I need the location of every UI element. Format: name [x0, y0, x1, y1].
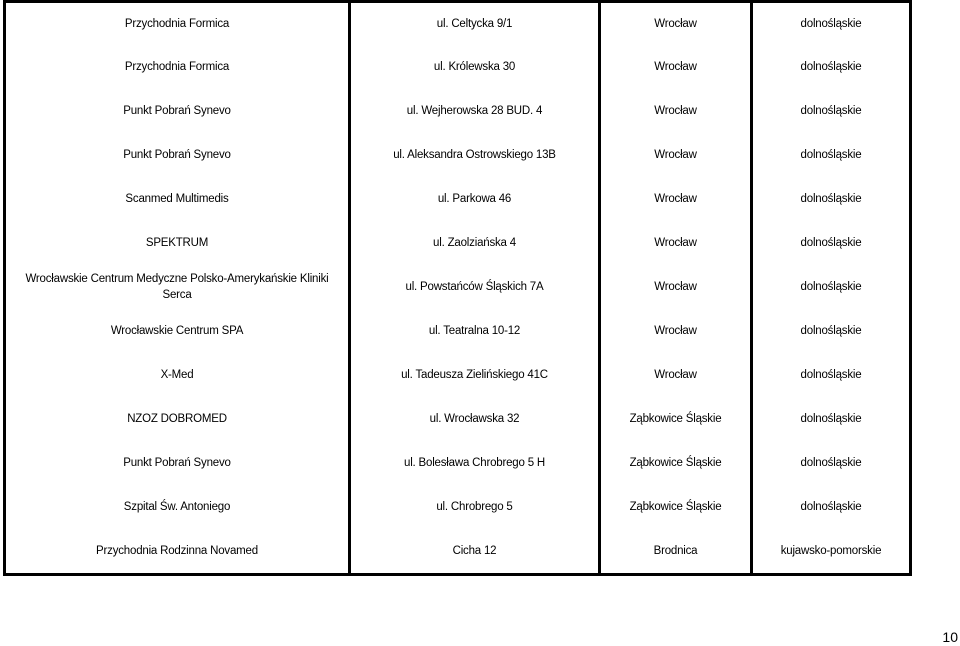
facility-name: Szpital Św. Antoniego — [5, 485, 350, 529]
facility-name: Przychodnia Formica — [5, 2, 350, 46]
facility-city: Wrocław — [600, 177, 752, 221]
facility-city: Ząbkowice Śląskie — [600, 441, 752, 485]
table-row — [5, 177, 911, 221]
facility-name: Przychodnia Rodzinna Novamed — [5, 529, 350, 575]
table-row — [5, 221, 911, 265]
table-row — [5, 89, 911, 133]
facility-address: ul. Aleksandra Ostrowskiego 13B — [350, 133, 600, 177]
facility-city: Wrocław — [600, 89, 752, 133]
facility-name: Przychodnia Formica — [5, 45, 350, 89]
table-row — [5, 133, 911, 177]
table-row — [5, 529, 911, 575]
facility-address: ul. Chrobrego 5 — [350, 485, 600, 529]
facility-address: ul. Tadeusza Zielińskiego 41C — [350, 353, 600, 397]
facility-province: dolnośląskie — [752, 221, 911, 265]
facility-city: Wrocław — [600, 309, 752, 353]
facility-province: dolnośląskie — [752, 309, 911, 353]
table-row — [5, 45, 911, 89]
facility-name: Wrocławskie Centrum Medyczne Polsko-Amerykańskie Kliniki Serca — [5, 265, 350, 309]
facility-address: ul. Celtycka 9/1 — [350, 2, 600, 46]
facilities-table — [3, 0, 912, 576]
facility-name: Punkt Pobrań Synevo — [5, 441, 350, 485]
table-row — [5, 309, 911, 353]
facility-city: Wrocław — [600, 2, 752, 46]
facility-address: ul. Królewska 30 — [350, 45, 600, 89]
table-row — [5, 265, 911, 309]
facility-province: kujawsko-pomorskie — [752, 529, 911, 575]
facility-name: Punkt Pobrań Synevo — [5, 89, 350, 133]
facility-address: ul. Wejherowska 28 BUD. 4 — [350, 89, 600, 133]
facility-address: Cicha 12 — [350, 529, 600, 575]
facility-address: ul. Wrocławska 32 — [350, 397, 600, 441]
facility-province: dolnośląskie — [752, 2, 911, 46]
facility-province: dolnośląskie — [752, 133, 911, 177]
facility-name: Wrocławskie Centrum SPA — [5, 309, 350, 353]
facility-city: Wrocław — [600, 133, 752, 177]
facility-city: Ząbkowice Śląskie — [600, 485, 752, 529]
facility-city: Wrocław — [600, 221, 752, 265]
table-row — [5, 397, 911, 441]
table-row — [5, 2, 911, 46]
facility-name: Punkt Pobrań Synevo — [5, 133, 350, 177]
table-row — [5, 353, 911, 397]
facility-city: Brodnica — [600, 529, 752, 575]
facility-address: ul. Zaolziańska 4 — [350, 221, 600, 265]
facility-city: Wrocław — [600, 45, 752, 89]
facility-name: SPEKTRUM — [5, 221, 350, 265]
facility-address: ul. Bolesława Chrobrego 5 H — [350, 441, 600, 485]
facility-province: dolnośląskie — [752, 265, 911, 309]
facility-province: dolnośląskie — [752, 89, 911, 133]
facility-name: X-Med — [5, 353, 350, 397]
facility-city: Wrocław — [600, 353, 752, 397]
facility-address: ul. Parkowa 46 — [350, 177, 600, 221]
table-row — [5, 441, 911, 485]
facility-province: dolnośląskie — [752, 353, 911, 397]
facility-province: dolnośląskie — [752, 177, 911, 221]
facility-address: ul. Powstańców Śląskich 7A — [350, 265, 600, 309]
facility-name: Scanmed Multimedis — [5, 177, 350, 221]
page-number: 10 — [942, 629, 958, 645]
facilities-table-container — [3, 0, 909, 576]
facility-province: dolnośląskie — [752, 397, 911, 441]
facility-address: ul. Teatralna 10-12 — [350, 309, 600, 353]
facility-city: Wrocław — [600, 265, 752, 309]
facility-province: dolnośląskie — [752, 441, 911, 485]
facility-name: NZOZ DOBROMED — [5, 397, 350, 441]
facility-province: dolnośląskie — [752, 45, 911, 89]
facility-province: dolnośląskie — [752, 485, 911, 529]
facility-city: Ząbkowice Śląskie — [600, 397, 752, 441]
facilities-table-body — [5, 2, 911, 575]
table-row — [5, 485, 911, 529]
